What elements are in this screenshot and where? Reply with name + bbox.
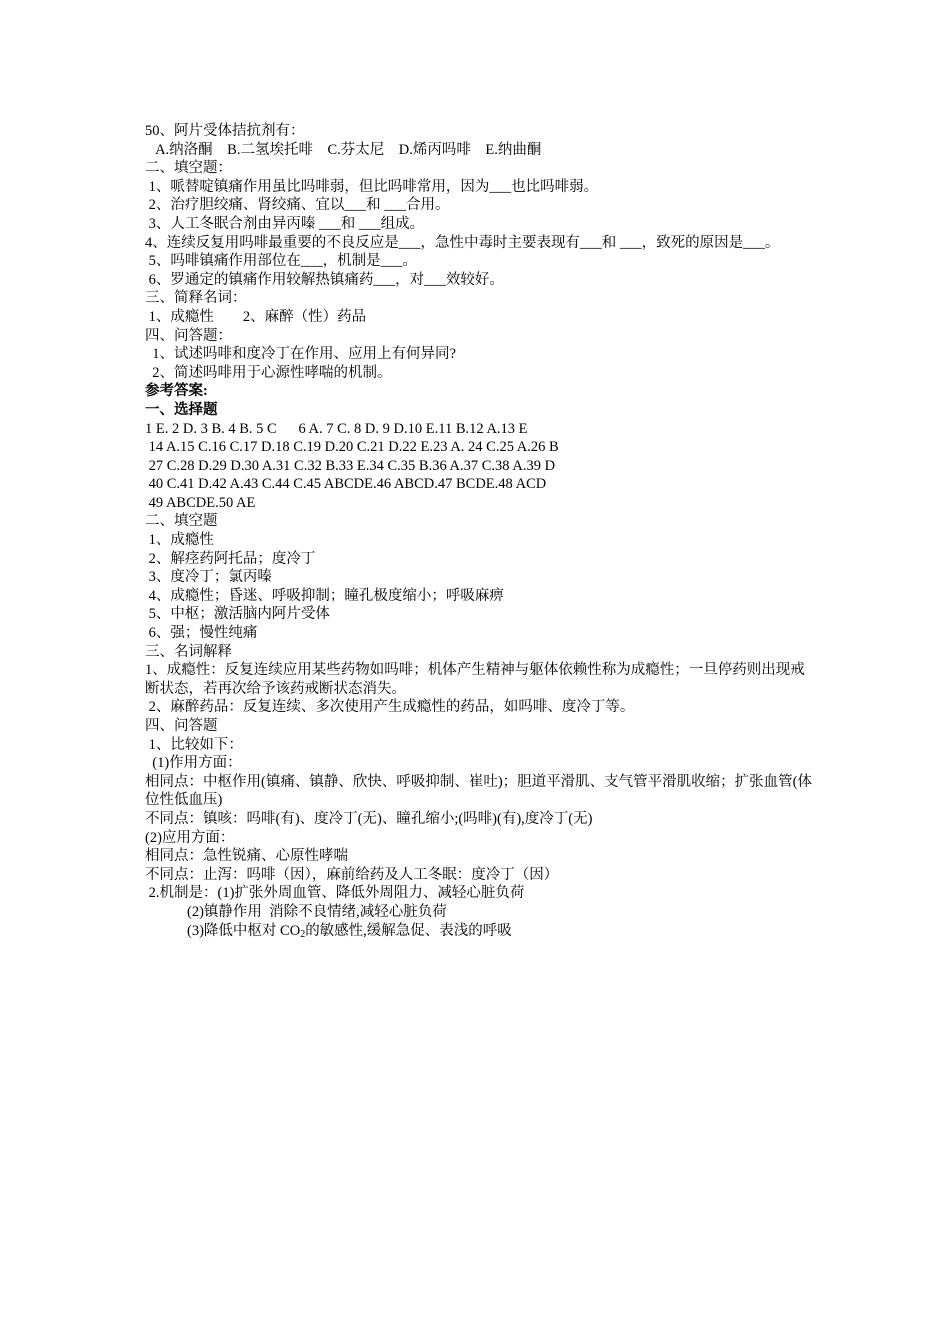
answer-choice-row: 49 ABCDE.50 AE	[145, 494, 256, 511]
question-50-options: A.纳洛酮 B.二氢埃托啡 C.芬太尼 D.烯丙吗啡 E.纳曲酮	[145, 141, 542, 158]
answer-fill-item: 6、强；慢性纯痛	[145, 625, 258, 642]
qa-item: 2、简述吗啡用于心源性哮喘的机制。	[145, 364, 392, 381]
mechanism-text-pre: (3)降低中枢对 CO	[187, 922, 301, 939]
answer-qa-subtitle: (2)应用方面：	[145, 829, 235, 846]
answer-qa-text: 相同点：中枢作用(镇痛、镇静、欣快、呼吸抑制、崔吐)；胆道平滑肌、支气管平滑肌收缩；扩张血管(体位性低血压)	[145, 773, 812, 809]
qa-section-title: 四、问答题：	[145, 327, 232, 344]
answer-qa-mechanism	[145, 922, 815, 941]
answer-fill-item: 5、中枢；激活脑内阿片受体	[145, 606, 330, 623]
answer-choice-row: 14 A.15 C.16 C.17 D.18 C.19 D.20 C.21 D.22 E.23 A. 24 C.25 A.26 B	[145, 439, 559, 456]
answer-choice-row: 1 E. 2 D. 3 B. 4 B. 5 C 6 A. 7 C. 8 D. 9 D.10 E.11 B.12 A.13 E	[145, 420, 528, 437]
answer-qa-subtitle: (1)作用方面：	[145, 755, 242, 772]
fill-item: 2、治疗胆绞痛、肾绞痛、宜以___和 ___合用。	[145, 197, 450, 214]
fill-item: 5、吗啡镇痛作用部位在___，机制是___。	[145, 253, 417, 270]
answer-term-title: 三、名词解释	[145, 643, 232, 660]
answer-choice-title-text: 一、选择题	[145, 401, 218, 418]
answer-fill-item: 4、成瘾性；昏迷、呼吸抑制；瞳孔极度缩小；呼吸麻痹	[145, 587, 504, 604]
fill-item: 6、罗通定的镇痛作用较解热镇痛药___，对___效较好。	[145, 271, 504, 288]
fill-item: 4、连续反复用吗啡最重要的不良反应是___，急性中毒时主要表现有___和 ___，致死的原因是___。	[145, 234, 780, 251]
answer-fill-item: 3、度冷丁；氯丙嗪	[145, 569, 272, 586]
question-50: 50、阿片受体拮抗剂有：	[145, 123, 305, 139]
answer-qa-text: 相同点：急性锐痛、心原性哮喘	[145, 848, 348, 865]
answer-choice-row: 40 C.41 D.42 A.43 C.44 C.45 ABCDE.46 ABCD.47 BCDE.48 ACD	[145, 476, 547, 493]
answer-heading: 参考答案:	[145, 383, 208, 400]
answer-fill-item: 2、解痉药阿托品；度冷丁	[145, 550, 316, 567]
answer-qa-text: 不同点：镇咳：吗啡(有)、度冷丁(无)、瞳孔缩小;(吗啡)(有),度冷丁(无)	[145, 810, 593, 827]
answer-qa-mechanism: (2)镇静作用 消除不良情绪,减轻心脏负荷	[187, 903, 447, 920]
subscript-2: 2	[300, 928, 306, 940]
qa-item: 1、试述吗啡和度冷丁在作用、应用上有何异同?	[145, 346, 456, 363]
answer-fill-title: 二、填空题	[145, 513, 218, 530]
answer-choice-row: 27 C.28 D.29 D.30 A.31 C.32 B.33 E.34 C.35 B.36 A.37 C.38 A.39 D	[145, 457, 556, 474]
term-section-title: 三、简释名词：	[145, 290, 247, 307]
answer-fill-item: 1、成瘾性	[145, 532, 214, 549]
answer-qa-item: 2.机制是：(1)扩张外周血管、降低外周阻力、减轻心脏负荷	[145, 885, 525, 902]
fill-item: 1、哌替啶镇痛作用虽比吗啡弱，但比吗啡常用，因为___也比吗啡弱。	[145, 178, 599, 195]
answer-qa-item: 1、比较如下：	[145, 736, 243, 753]
document-page	[145, 122, 815, 940]
fill-item: 3、人工冬眠合剂由异丙嗪 ___和 ___组成。	[145, 215, 425, 232]
answer-choice-title	[145, 401, 815, 420]
answer-qa-text: 不同点：止泻：吗啡（因），麻前给药及人工冬眠：度冷丁（因）	[145, 866, 559, 883]
mechanism-text-post: 的敏感性,缓解急促、表浅的呼吸	[305, 922, 512, 939]
answer-qa-title: 四、问答题	[145, 718, 218, 734]
answer-term-item: 2、麻醉药品：反复连续、多次使用产生成瘾性的药品，如吗啡、度冷丁等。	[145, 699, 635, 716]
fill-section-title: 二、填空题：	[145, 160, 232, 177]
answer-term-item: 1、成瘾性：反复连续应用某些药物如吗啡；机体产生精神与躯体依赖性称为成瘾性；一旦停药则出现戒断状态，若再次给予该药戒断状态消失。	[145, 662, 805, 697]
term-items: 1、成瘾性 2、麻醉（性）药品	[145, 308, 367, 325]
